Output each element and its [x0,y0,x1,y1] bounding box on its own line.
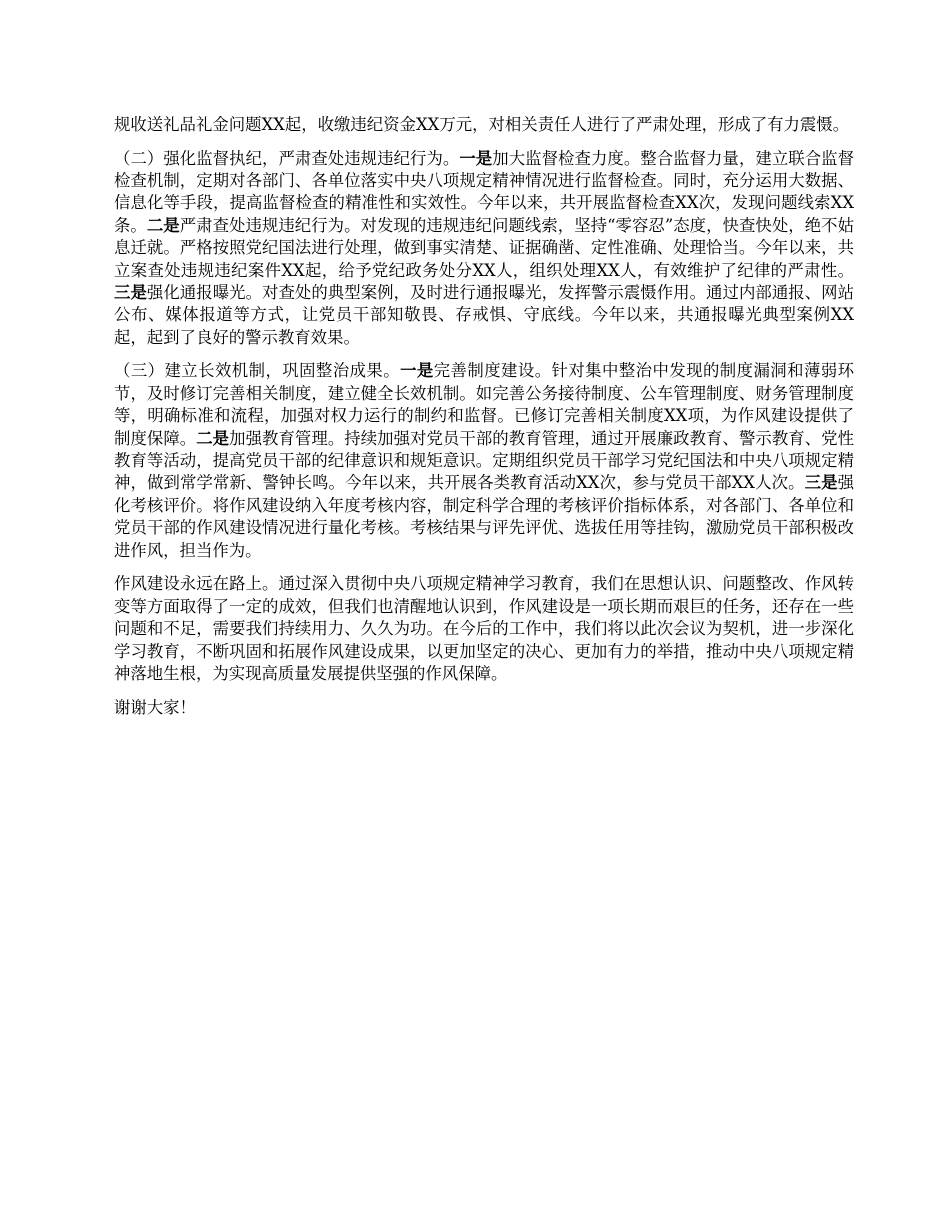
paragraph-conclusion [114,573,854,685]
bold-marker-first: 一是 [459,148,493,168]
bold-marker-third: 三是 [114,283,147,303]
closing-text: 谢谢大家！ [114,697,196,717]
bold-marker-third: 三是 [804,473,838,493]
paragraph-text: 强化考核评价。将作风建设纳入年度考核内容，制定科学合理的考核评价指标体系，对各部门、各单位和党员干部的作风建设情况进行量化考核。考核结果与评先评优、选拔任用等挂钩，激励党员干部积极改进作风，担当作为。 [114,473,854,560]
bold-marker-first: 一是 [400,361,434,381]
paragraph-closing-penalties [114,114,854,136]
paragraph-text: 严肃查处违规违纪行为。对发现的违规违纪问题线索，坚持“零容忍”态度，快查快处，绝不姑息迁就。严格按照党纪国法进行处理，做到事实清楚、证据确凿、定性准确、处理恰当。今年以来，共立案查处违规违纪案件XX起，给予党纪政务处分XX人，组织处理XX人，有效维护了纪律的严肃性。 [114,215,854,280]
bold-marker-second: 二是 [196,428,230,448]
paragraph-text: 强化通报曝光。对查处的典型案例，及时进行通报曝光，发挥警示震慑作用。通过内部通报、网站公布、媒体报道等方式，让党员干部知敬畏、存戒惧、守底线。今年以来，共通报曝光典型案例XX起，起到了良好的警示教育效果。 [114,283,855,347]
paragraph-text: 加大监督检查力度。整合监督力量，建立联合监督检查机制，定期对各部门、各单位落实中央八项规定精神情况进行监督检查。同时，充分运用大数据、信息化等手段，提高监督检查的精准性和实效性。今年以来，共开展监督检查XX次，发现问题线索XX条。 [114,148,855,235]
paragraph-long-term-mechanism [114,360,854,562]
paragraph-text: 加强教育管理。持续加强对党员干部的教育管理，通过开展廉政教育、警示教育、党性教育等活动，提高党员干部的纪律意识和规矩意识。定期组织党员干部学习党纪国法和中央八项规定精神，做到常学常新、警钟长鸣。今年以来，共开展各类教育活动XX次，参与党员干部XX人次。 [114,428,855,493]
paragraph-text: 作风建设永远在路上。通过深入贯彻中央八项规定精神学习教育，我们在思想认识、问题整改、作风转变等方面取得了一定的成效，但我们也清醒地认识到，作风建设是一项长期而艰巨的任务，还存在一些问题和不足，需要我们持续用力、久久为功。在今后的工作中，我们将以此次会议为契机，进一步深化学习教育，不断巩固和拓展作风建设成果，以更加坚定的决心、更加有力的举措，推动中央八项规定精神落地生根，为实现高质量发展提供坚强的作风保障。 [114,574,854,683]
paragraph-text: 规收送礼品礼金问题XX起，收缴违纪资金XX万元，对相关责任人进行了严肃处理，形成了有力震慑。 [114,115,850,134]
bold-marker-second: 二是 [146,215,180,235]
document-page [114,114,854,730]
paragraph-thanks [114,697,854,719]
paragraph-text: 完善制度建设。针对集中整治中发现的制度漏洞和薄弱环节，及时修订完善相关制度，建立健全长效机制。如完善公务接待制度、公车管理制度、财务管理制度等，明确标准和流程，加强对权力运行的制约和监督。已修订完善相关制度XX项，为作风建设提供了制度保障。 [114,361,854,448]
section-heading: （三）建立长效机制，巩固整治成果。 [114,361,401,381]
section-heading: （二）强化监督执纪，严肃查处违规违纪行为。 [114,148,460,168]
paragraph-supervision [114,148,854,350]
